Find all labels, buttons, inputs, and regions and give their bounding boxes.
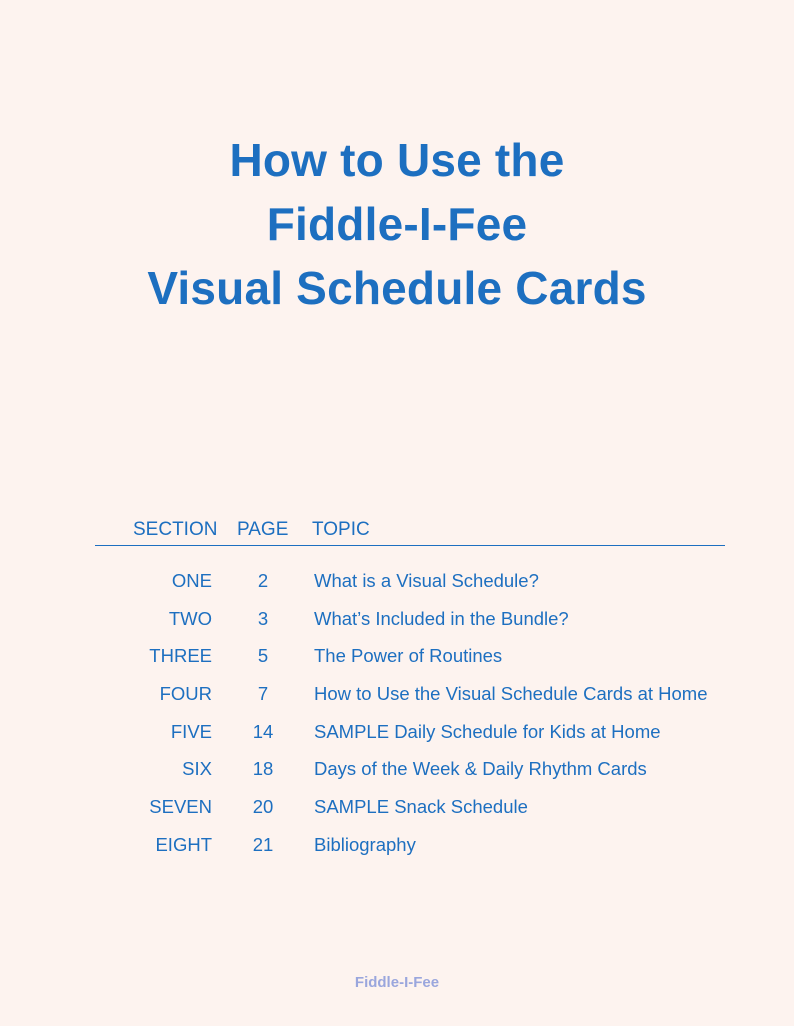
toc-page: 21 bbox=[252, 833, 274, 855]
toc-header-topic: TOPIC bbox=[312, 519, 370, 540]
toc-topic[interactable]: How to Use the Visual Schedule Cards at Home bbox=[314, 683, 708, 705]
toc-section: SIX bbox=[182, 758, 212, 780]
title-line-2: Fiddle-I-Fee bbox=[266, 198, 528, 250]
toc-topic[interactable]: The Power of Routines bbox=[314, 645, 503, 667]
toc-section: ONE bbox=[171, 570, 212, 591]
toc-section: TWO bbox=[168, 607, 212, 629]
toc-page: 20 bbox=[252, 796, 274, 818]
toc-section: THREE bbox=[149, 645, 212, 667]
toc-topic[interactable]: SAMPLE Daily Schedule for Kids at Home bbox=[314, 720, 661, 742]
toc-page: 5 bbox=[257, 645, 269, 667]
toc-header-page: PAGE bbox=[237, 519, 289, 540]
title-line-1: How to Use the bbox=[229, 134, 565, 186]
toc-row[interactable] bbox=[0, 758, 794, 796]
toc-page: 18 bbox=[252, 758, 274, 780]
toc-divider bbox=[95, 545, 725, 546]
toc-topic[interactable]: What’s Included in the Bundle? bbox=[314, 607, 569, 629]
toc-row[interactable] bbox=[0, 645, 794, 683]
toc-section: EIGHT bbox=[155, 833, 212, 855]
footer-brand: Fiddle-I-Fee bbox=[354, 974, 440, 991]
toc-row[interactable] bbox=[0, 683, 794, 721]
toc-row[interactable] bbox=[0, 834, 794, 872]
toc-row[interactable] bbox=[0, 570, 794, 608]
toc-header bbox=[0, 519, 794, 545]
toc-section: SEVEN bbox=[149, 796, 212, 818]
toc-topic[interactable]: Days of the Week & Daily Rhythm Cards bbox=[314, 758, 647, 780]
toc-page: 7 bbox=[257, 683, 269, 705]
toc-page: 14 bbox=[252, 720, 274, 742]
toc-topic[interactable]: What is a Visual Schedule? bbox=[314, 570, 539, 591]
toc-row[interactable] bbox=[0, 608, 794, 646]
toc-header-section: SECTION bbox=[133, 519, 218, 540]
toc-page: 3 bbox=[257, 607, 269, 629]
toc-row[interactable] bbox=[0, 721, 794, 759]
toc-section: FIVE bbox=[170, 720, 212, 742]
toc-page: 2 bbox=[257, 570, 269, 591]
toc-topic[interactable]: SAMPLE Snack Schedule bbox=[314, 796, 528, 818]
title-line-3: Visual Schedule Cards bbox=[147, 262, 647, 314]
toc-section: FOUR bbox=[159, 683, 212, 705]
page-title bbox=[0, 128, 794, 320]
toc-topic[interactable]: Bibliography bbox=[314, 833, 416, 855]
toc-list bbox=[0, 570, 794, 872]
toc-row[interactable] bbox=[0, 796, 794, 834]
